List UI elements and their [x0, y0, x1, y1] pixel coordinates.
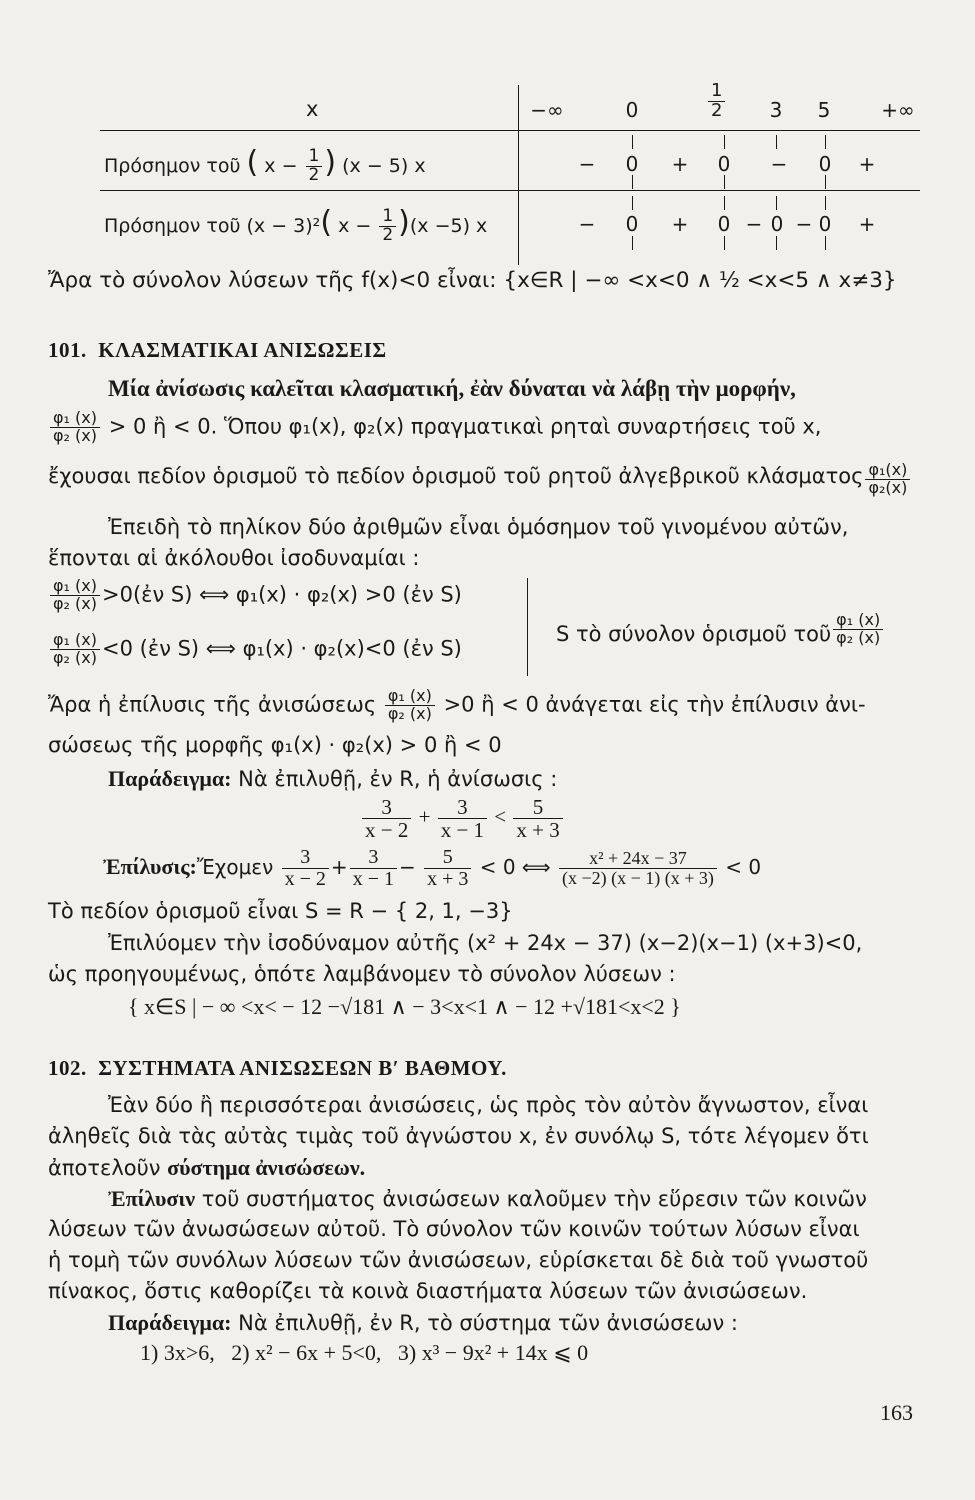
page-number: 163	[880, 1400, 913, 1425]
r1-sign-6: +	[858, 152, 876, 176]
domain-note: S τὸ σύνολον ὁρισμοῦ τοῦ $\frac{\text{φ₁ (x)}}{\text{φ₂ (x)}}$	[556, 612, 885, 647]
previous-line: ὡς προηγουμένως, ὁπότε λαμβάνομεν τὸ σύνολον λύσεων :	[48, 962, 676, 986]
r2-tick	[632, 236, 633, 250]
section-number: 101.	[48, 338, 87, 362]
r2-sign-2: +	[671, 212, 689, 236]
r2-sign-5: 0	[770, 212, 784, 236]
table-x-label: x	[306, 97, 319, 121]
r2-sign-3: 0	[717, 212, 731, 236]
epeidh-line: Ἐπειδὴ τὸ πηλίκον δύο ἀριθμῶν εἶναι ὁμόσημον τοῦ γινομένου αὐτῶν,	[108, 515, 849, 539]
equivalence-2: $\frac{\text{φ₁ (x)}}{\text{φ₂ (x)}}$ <0 (ἐν S) ⟺ φ₁(x) · φ₂(x)<0 (ἐν S)	[48, 632, 462, 667]
r2-sign-1: 0	[625, 212, 639, 236]
r2-tick	[825, 196, 826, 210]
ara-reduction: Ἄρα ἡ ἐπίλυσις τῆς ἀνισώσεως $\frac{\text{φ₁ (x)}}{\text{φ₂ (x)}}$ >0 ἢ < 0 ἀνάγεται εἰς τὴν ἐπίλυσιν ἀνι-	[48, 686, 866, 723]
r2-sign-0: −	[578, 212, 596, 236]
definition-line-3: ἔχουσαι πεδίον ὁρισμοῦ τὸ πεδίον ὁρισμοῦ τοῦ ρητοῦ ἀλγεβρικοῦ κλάσματος $\frac{\text{φ₁(x)}}{\text{φ₂(x)}}$	[48, 462, 912, 497]
r2-tick	[632, 196, 633, 210]
section-title: ΚΛΑΣΜΑΤΙΚΑΙ ΑΝΙΣΩΣΕΙΣ	[98, 338, 387, 362]
r1-sign-3: 0	[717, 152, 731, 176]
r2-sign-4: −	[745, 212, 763, 236]
ara-reduction-cont: σώσεως τῆς μορφῆς φ₁(x) · φ₂(x) > 0 ἢ < 0	[48, 733, 502, 757]
xval-0: 0	[625, 98, 639, 122]
sec102-p1-l1: Ἐὰν δύο ἢ περισσότεραι ἀνισώσεις, ὡς πρὸς τὸν αὐτὸν ἄγνωστον, εἶναι	[108, 1093, 869, 1117]
sec102-p1-l2: ἀληθεῖς διὰ τὰς αὐτὰς τιμὰς τοῦ ἀγνώστου x, ἐν συνόλῳ S, τότε λέγομεν ὅτι	[48, 1124, 869, 1148]
r1-tick	[825, 135, 826, 149]
sec102-p2-l1: Ἐπίλυσιν τοῦ συστήματος ἀνισώσεων καλοῦμεν τὴν εὕρεσιν τῶν κοινῶν	[108, 1186, 867, 1211]
r2-sign-7: 0	[818, 212, 832, 236]
r1-tick	[724, 135, 725, 149]
epontai-line: ἕπονται αἱ ἀκόλουθοι ἰσοδυναμίαι :	[48, 546, 420, 570]
example-inequality: $\frac{3}{x - 2}$ + $\frac{3}{x - 1}$ < $\frac{5}{x + 3}$	[360, 796, 565, 841]
section-102-heading	[48, 1056, 507, 1081]
xval-plus-inf: +∞	[881, 98, 915, 122]
system-inequalities: 1) 3x>6, 2) x² − 6x + 5<0, 3) x³ − 9x² + 14x ⩽ 0	[140, 1340, 589, 1365]
r1-sign-5: 0	[818, 152, 832, 176]
definition-cont: $\frac{\text{φ₁ (x)}}{\text{φ₂ (x)}}$ > 0 ἢ < 0. Ὅπου φ₁(x), φ₂(x) πραγματικαὶ ρηταὶ συναρτήσεις τοῦ x,	[48, 410, 821, 445]
table-vertical-divider	[518, 85, 519, 265]
section-number: 102.	[48, 1056, 87, 1080]
r1-sign-4: −	[770, 152, 788, 176]
row2-label: Πρόσημον τοῦ (x − 3)²( x − $\frac{1}{2}$ )(x −5) x	[104, 205, 488, 245]
r1-tick	[632, 175, 633, 189]
xval-3: 3	[769, 98, 783, 122]
xval-5: 5	[817, 98, 831, 122]
example-102: Παράδειγμα: Νὰ ἐπιλυθῇ, ἐν R, τὸ σύστημα τῶν ἀνισώσεων :	[108, 1310, 738, 1335]
r2-sign-8: +	[858, 212, 876, 236]
sec102-p1-l3: ἀποτελοῦν σύστημα ἀνισώσεων.	[48, 1155, 366, 1180]
table-rule-2	[100, 190, 920, 191]
solution-101: Ἐπίλυσις:Ἔχομεν $\frac{3}{x - 2}$ + $\frac{3}{x - 1}$ − $\frac{5}{x + 3}$ < 0 ⟺ $\frac{\text{x² + 24x − 37}}{(x -2) (x - 1) (x + 3)}$ < 0	[103, 846, 762, 890]
sec102-p2-l2: λύσεων τῶν ἀνωσώσεων αὐτοῦ. Τὸ σύνολον τῶν κοινῶν τούτων λύσων εἶναι	[48, 1217, 860, 1241]
r2-tick	[776, 196, 777, 210]
equivalence-divider	[527, 578, 528, 676]
sec102-p2-l4: πίνακος, ὅστις καθορίζει τὰ κοινὰ διαστήματα λύσεων τῶν ἀνισώσεων.	[48, 1279, 808, 1303]
definition-line: Μία ἀνίσωσις καλεῖται κλασματική, ἐὰν δύναται νὰ λάβῃ τὴν μορφήν,	[108, 376, 796, 401]
sec102-p2-l3: ἡ τομὴ τῶν συνόλων λύσεων τῶν ἀνισώσεων, εὑρίσκεται δὲ διὰ τοῦ γνωστοῦ	[48, 1248, 869, 1272]
r1-tick	[776, 135, 777, 149]
r2-tick	[724, 196, 725, 210]
r1-sign-2: +	[671, 152, 689, 176]
r2-sign-6: −	[795, 212, 813, 236]
equivalence-1: $\frac{\text{φ₁ (x)}}{\text{φ₂ (x)}}$ >0(ἐν S) ⟺ φ₁(x) · φ₂(x) >0 (ἐν S)	[48, 578, 462, 613]
r2-tick	[825, 236, 826, 250]
r2-tick	[724, 236, 725, 250]
r1-tick	[724, 175, 725, 189]
table-rule-1	[100, 130, 920, 131]
r1-tick	[825, 175, 826, 189]
domain-line: Τὸ πεδίον ὁρισμοῦ εἶναι S = R − { 2, 1, −3}	[48, 899, 513, 923]
section-101-heading	[48, 338, 387, 363]
r2-tick	[776, 236, 777, 250]
epilyomen-line: Ἐπιλύομεν τὴν ἰσοδύναμον αὐτῆς (x² + 24x − 37) (x−2)(x−1) (x+3)<0,	[108, 931, 863, 955]
ara-solution-line: Ἄρα τὸ σύνολον λύσεων τῆς f(x)<0 εἶναι: {x∈R | −∞ <x<0 ∧ ½ <x<5 ∧ x≠3}	[48, 268, 897, 293]
section-title: ΣΥΣΤΗΜΑΤΑ ΑΝΙΣΩΣΕΩΝ Β′ ΒΑΘΜΟΥ.	[98, 1056, 507, 1080]
r1-sign-0: −	[578, 152, 596, 176]
solution-set: { x∈S | − ∞ <x< − 12 −√181 ∧ − 3<x<1 ∧ − 12 +√181<x<2 }	[128, 994, 681, 1019]
xval-half: $\frac{1}{2}$	[706, 82, 727, 121]
r1-sign-1: 0	[625, 152, 639, 176]
xval-minus-inf: −∞	[530, 98, 564, 122]
example-101: Παράδειγμα: Νὰ ἐπιλυθῇ, ἐν R, ἡ ἀνίσωσις :	[108, 766, 558, 791]
row1-label: Πρόσημον τοῦ ( x − $\frac{1}{2}$ ) (x − 5) x	[104, 145, 426, 185]
r1-tick	[632, 135, 633, 149]
